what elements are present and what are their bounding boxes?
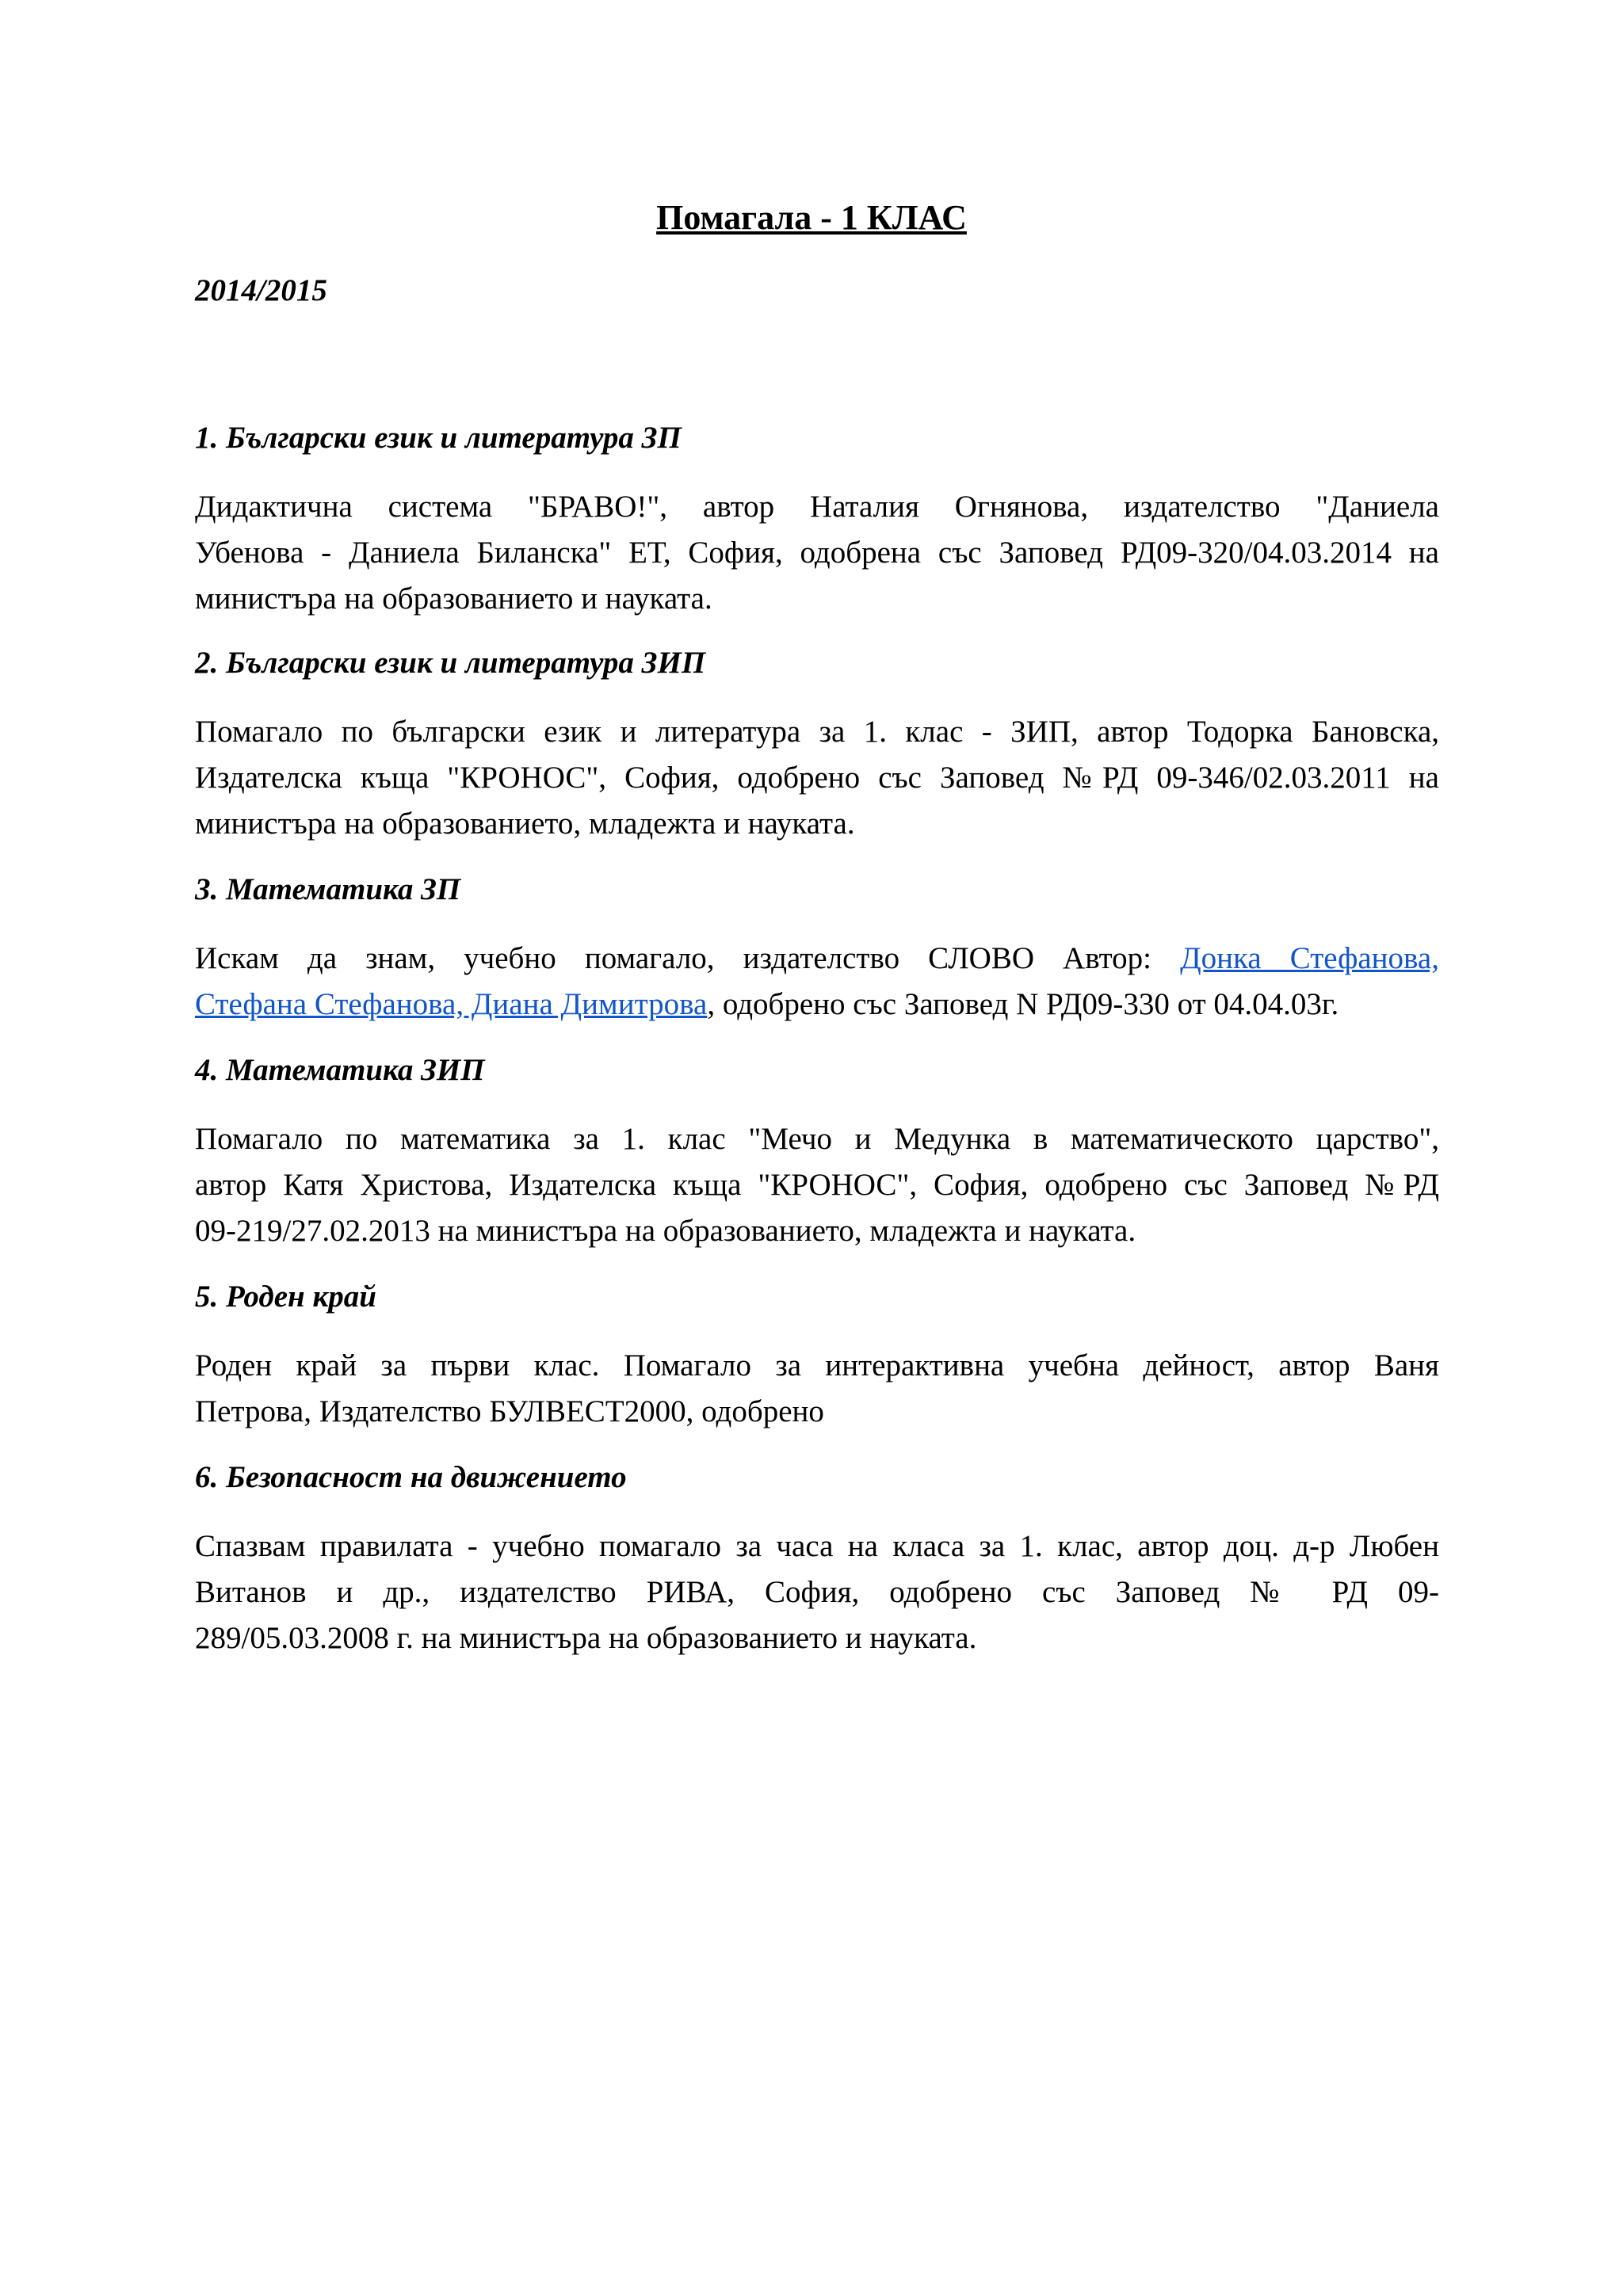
text-line: Спазвам правилата - учебно помагало за часа на класа за 1. клас, автор доц. д-р Любен — [195, 1529, 1439, 1563]
section-6-text — [195, 1524, 1439, 1661]
page-title: Помагала - 1 КЛАС — [656, 198, 967, 237]
text-line: 289/05.03.2008 г. на министъра на образованието и науката. — [195, 1621, 977, 1655]
section-2-heading: 2. Български език и литература ЗИП — [195, 646, 706, 680]
text-line: Помагало по математика за 1. клас "Мечо и Медунка в математическото царство", — [195, 1122, 1439, 1156]
text-line: Дидактична система "БРАВО!", автор Наталия Огнянова, издателство "Даниела — [195, 490, 1439, 524]
text-line — [195, 982, 1439, 1028]
text-line: Витанов и др., издателство РИВА, София, одобрено със Заповед № РД 09- — [195, 1575, 1439, 1609]
text-line: Помагало по български език и литература за 1. клас - ЗИП, автор Тодорка Бановска, — [195, 715, 1439, 749]
text-line: Роден край за първи клас. Помагало за интерактивна учебна дейност, автор Ваня — [195, 1348, 1439, 1383]
section-5-heading: 5. Роден край — [195, 1280, 376, 1314]
text-line: 09-219/27.02.2013 на министъра на образованието, младежта и науката. — [195, 1214, 1136, 1248]
section-6-heading: 6. Безопасност на движението — [195, 1460, 627, 1494]
author-link[interactable]: Донка Стефанова, — [1180, 941, 1439, 975]
text-fragment: , одобрено със Заповед N РД09-330 от 04.04.03г. — [707, 987, 1339, 1021]
section-4-text — [195, 1116, 1439, 1254]
text-line — [195, 936, 1439, 982]
text-fragment: Искам да знам, учебно помагало, издателство СЛОВО Автор: — [195, 941, 1152, 975]
section-3-heading: 3. Математика ЗП — [195, 872, 461, 906]
section-3-text — [195, 936, 1439, 1028]
section-5-text — [195, 1343, 1439, 1435]
section-2-text — [195, 709, 1439, 847]
section-4-heading: 4. Математика ЗИП — [195, 1053, 485, 1087]
text-line: Издателска къща "КРОНОС", София, одобрено със Заповед №РД 09-346/02.03.2011 на — [195, 761, 1439, 795]
text-line: министъра на образованието, младежта и науката. — [195, 807, 855, 841]
author-link[interactable]: Стефана Стефанова, Диана Димитрова — [195, 987, 708, 1021]
text-line: автор Катя Христова, Издателска къща "КРОНОС", София, одобрено със Заповед №РД — [195, 1168, 1439, 1202]
text-line: Петрова, Издателство БУЛВЕСТ2000, одобрено — [195, 1394, 824, 1428]
text-line: министъра на образованието и науката. — [195, 582, 712, 616]
section-1-heading: 1. Български език и литература ЗП — [195, 421, 682, 455]
text-line: Убенова - Даниела Биланска" ЕТ, София, одобрена със Заповед РД09-320/04.03.2014 на — [195, 536, 1439, 570]
section-1-text — [195, 484, 1439, 622]
school-year: 2014/2015 — [195, 273, 327, 307]
